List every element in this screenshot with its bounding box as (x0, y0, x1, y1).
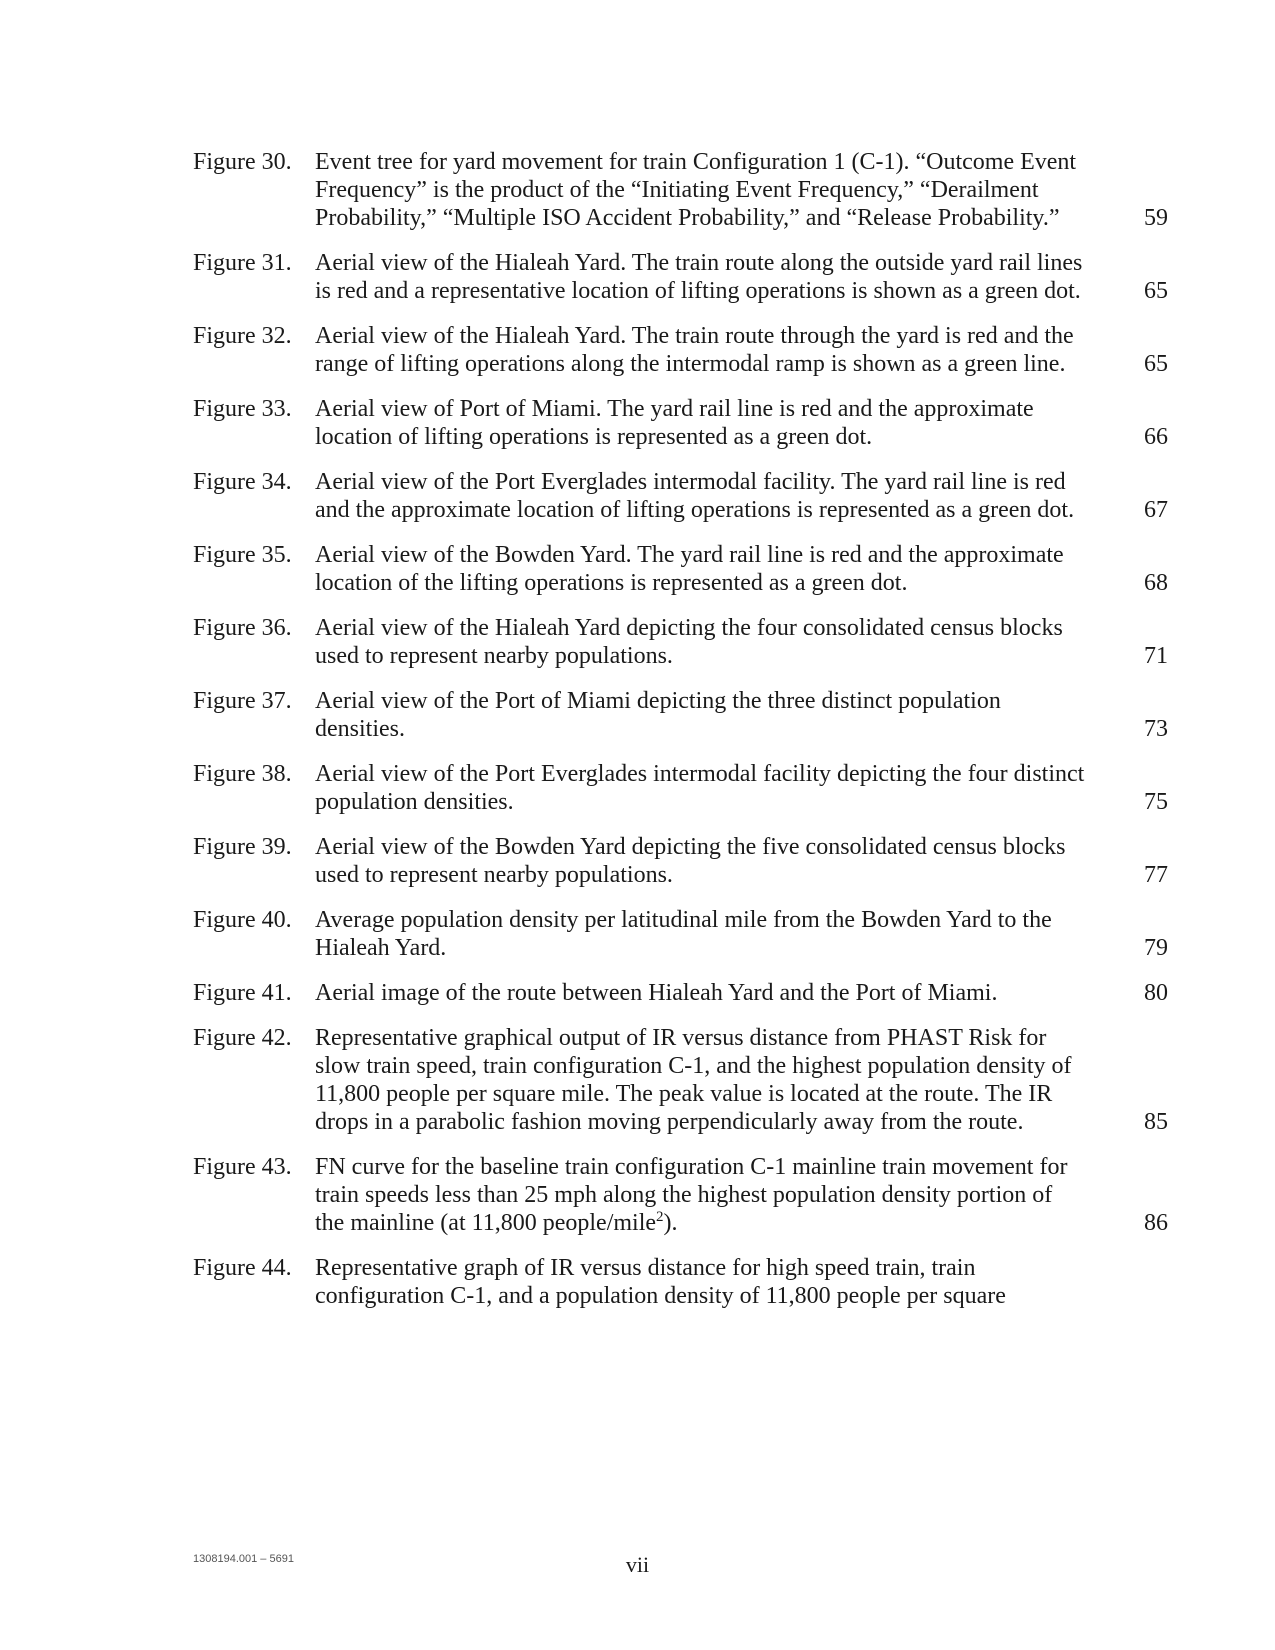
toc-entry-figure-33[interactable] (193, 395, 1168, 451)
figure-label: Figure 32. (193, 323, 292, 349)
toc-entry-figure-38[interactable] (193, 760, 1168, 816)
figure-caption: Representative graph of IR versus distance for high speed train, train configuration C-1, and a population density of 11,800 people per square (315, 1255, 1006, 1309)
toc-entry-figure-36[interactable] (193, 614, 1168, 670)
figure-caption: Representative graphical output of IR versus distance from PHAST Risk for slow train speed, train configuration C-1, and the highest population density of 11,800 people per square mile. The peak value is located at the route. The IR drops in a parabolic fashion moving perpendicularly away from the route. (315, 1025, 1072, 1135)
figure-caption: Aerial view of the Bowden Yard. The yard rail line is red and the approximate location of the lifting operations is represented as a green dot. (315, 542, 1064, 596)
figure-label: Figure 35. (193, 542, 292, 568)
toc-entry-figure-30[interactable] (193, 148, 1168, 232)
figure-caption: Aerial view of the Port Everglades intermodal facility depicting the four distinct population densities. (315, 761, 1085, 815)
page-number: 68 (1144, 570, 1168, 596)
page-number: 73 (1144, 716, 1168, 742)
page-number: 79 (1144, 935, 1168, 961)
toc-entry-figure-44[interactable] (193, 1254, 1168, 1310)
page-number: 66 (1144, 424, 1168, 450)
toc-entry-figure-35[interactable] (193, 541, 1168, 597)
figure-caption: Aerial view of the Hialeah Yard. The train route through the yard is red and the range of lifting operations along the intermodal ramp is shown as a green line. (315, 323, 1074, 377)
page-number: 59 (1144, 205, 1168, 231)
figure-label: Figure 34. (193, 469, 292, 495)
page-number: 86 (1144, 1210, 1168, 1236)
figure-caption: Aerial view of the Hialeah Yard depicting the four consolidated census blocks used to represent nearby populations. (315, 615, 1063, 669)
figure-label: Figure 37. (193, 688, 292, 714)
figure-label: Figure 38. (193, 761, 292, 787)
toc-entry-figure-32[interactable] (193, 322, 1168, 378)
document-code: 1308194.001 – 5691 (193, 1553, 294, 1565)
figure-label: Figure 39. (193, 834, 292, 860)
figure-label: Figure 42. (193, 1025, 292, 1051)
page-number: 71 (1144, 643, 1168, 669)
toc-entry-figure-40[interactable] (193, 906, 1168, 962)
toc-entry-figure-31[interactable] (193, 249, 1168, 305)
toc-entry-figure-39[interactable] (193, 833, 1168, 889)
figure-caption (315, 1153, 1085, 1237)
page-number: 67 (1144, 497, 1168, 523)
page-number: 65 (1144, 278, 1168, 304)
toc-entry-figure-34[interactable] (193, 468, 1168, 524)
caption-superscript: 2 (656, 1209, 664, 1225)
figure-label: Figure 41. (193, 980, 292, 1006)
toc-entry-figure-41[interactable] (193, 979, 1168, 1007)
figure-caption: Aerial view of the Port Everglades intermodal facility. The yard rail line is red and the approximate location of lifting operations is represented as a green dot. (315, 469, 1075, 523)
figure-caption: Average population density per latitudinal mile from the Bowden Yard to the Hialeah Yard. (315, 907, 1052, 961)
caption-text: FN curve for the baseline train configuration C-1 mainline train movement for train speeds less than 25 mph along the highest population density portion of the mainline (at 11,800 people/mile (315, 1154, 1068, 1236)
figure-label: Figure 44. (193, 1255, 292, 1281)
toc-entry-figure-43[interactable] (193, 1153, 1168, 1237)
figure-label: Figure 30. (193, 149, 292, 175)
page-number: 65 (1144, 351, 1168, 377)
figure-caption: Aerial image of the route between Hialeah Yard and the Port of Miami. (315, 980, 998, 1006)
list-of-figures (193, 148, 1168, 1327)
toc-entry-figure-37[interactable] (193, 687, 1168, 743)
figure-label: Figure 43. (193, 1154, 292, 1180)
page-footer-number: vii (625, 1552, 650, 1577)
figure-label: Figure 33. (193, 396, 292, 422)
page-number: 85 (1144, 1109, 1168, 1135)
toc-entry-figure-42[interactable] (193, 1024, 1168, 1136)
figure-caption: Aerial view of Port of Miami. The yard rail line is red and the approximate location of lifting operations is represented as a green dot. (315, 396, 1034, 450)
page-number: 75 (1144, 789, 1168, 815)
caption-tail: ). (663, 1210, 678, 1236)
page-number: 80 (1144, 980, 1168, 1006)
figure-label: Figure 31. (193, 250, 292, 276)
figure-label: Figure 40. (193, 907, 292, 933)
figure-caption: Aerial view of the Port of Miami depicting the three distinct population densities. (315, 688, 1001, 742)
figure-label: Figure 36. (193, 615, 292, 641)
figure-caption: Aerial view of the Hialeah Yard. The train route along the outside yard rail lines is red and a representative location of lifting operations is shown as a green dot. (315, 250, 1083, 304)
page-number: 77 (1144, 862, 1168, 888)
figure-caption: Event tree for yard movement for train Configuration 1 (C-1). “Outcome Event Frequency” is the product of the “Initiating Event Frequency,” “Derailment Probability,” “Multiple ISO Accident Probability,” and “Release Probability.” (315, 149, 1077, 231)
figure-caption: Aerial view of the Bowden Yard depicting the five consolidated census blocks used to represent nearby populations. (315, 834, 1066, 888)
